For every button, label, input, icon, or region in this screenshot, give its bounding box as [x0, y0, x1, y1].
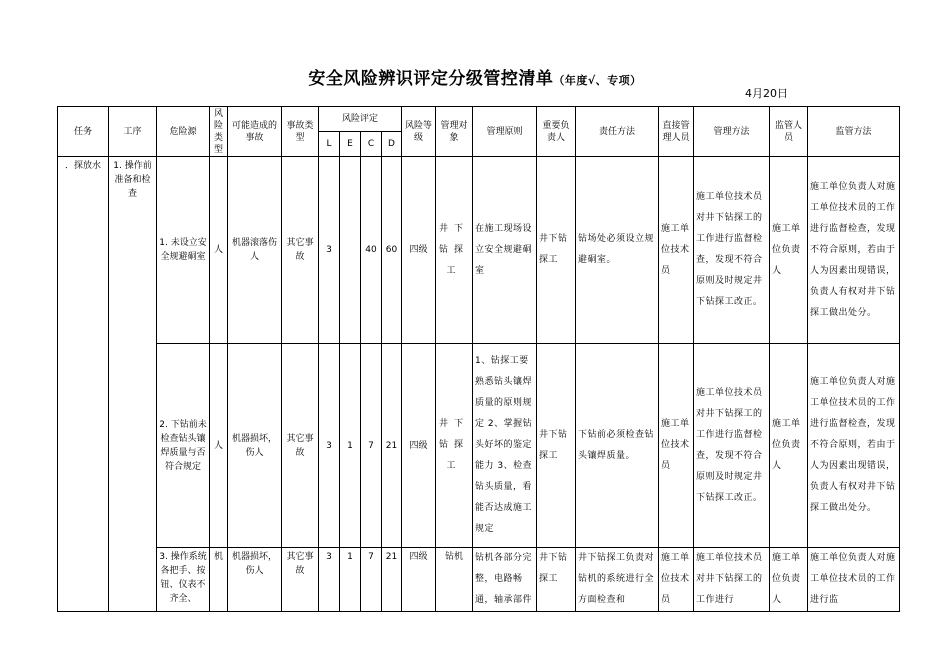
resp-cell: 下钻前必须检查钻头镶焊质量。 — [576, 344, 659, 548]
accident-cell: 机器损坏，伤人 — [228, 344, 282, 548]
table-row — [58, 157, 900, 344]
supervisor-cell: 施工单位负责人 — [770, 157, 808, 344]
mgmt-method-cell: 施工单位技术员对井下钻探工的工作进行 — [694, 548, 770, 612]
header-risk-eval: 风险评定 — [319, 107, 402, 132]
process-cell: 1. 操作前准备和检查 — [109, 157, 157, 612]
header-process: 工序 — [109, 107, 157, 157]
table-header-row — [58, 107, 900, 132]
header-hazard: 危险源 — [157, 107, 210, 157]
e-cell: 1 — [340, 344, 361, 548]
header-resp-method: 责任方法 — [576, 107, 659, 157]
document-title: 安全风险辨识评定分级管控清单（年度√、专项） — [308, 69, 642, 89]
accident-type-cell: 其它事故 — [282, 157, 319, 344]
supervise-method-cell: 施工单位负责人对施工单位技术员的工作进行监督检查，发现不符合原则，若由于人为因素出现错误，负责人有权对井下钻探工做出处分。 — [808, 157, 900, 344]
document-title-suffix: （年度√、专项） — [553, 74, 642, 87]
header-task: 任务 — [58, 107, 109, 157]
l-cell: 3 — [319, 548, 340, 612]
risk-type-cell: 人 — [210, 157, 228, 344]
object-cell: 钻机 — [436, 548, 473, 612]
header-mgmt-principle: 管理原则 — [473, 107, 537, 157]
header-c: C — [361, 132, 382, 157]
principle-cell: 在施工现场设立安全规避硐室 — [473, 157, 537, 344]
mgmt-method-cell: 施工单位技术员对井下钻探工的工作进行监督检查，发现不符合原则及时规定井下钻探工改正。 — [694, 157, 770, 344]
header-risk-level: 风险等级 — [402, 107, 436, 157]
header-supervise-method: 监管方法 — [808, 107, 900, 157]
header-mgmt-object: 管理对象 — [436, 107, 473, 157]
header-d: D — [382, 132, 402, 157]
supervisor-cell: 施工单位负责人 — [770, 548, 808, 612]
e-cell: 1 — [340, 548, 361, 612]
chief-cell: 井下钻探工 — [537, 548, 576, 612]
header-supervisor: 监管人员 — [770, 107, 808, 157]
level-cell: 四级 — [402, 548, 436, 612]
l-cell: 3 — [319, 344, 340, 548]
principle-cell: 1、钻探工要熟悉钻头镶焊质量的原则规定 2、掌握钻头好坏的鉴定能力 3、检查钻头质量，看能否达成施工规定 — [473, 344, 537, 548]
level-cell: 四级 — [402, 157, 436, 344]
header-chief: 重要负责人 — [537, 107, 576, 157]
accident-type-cell: 其它事故 — [282, 344, 319, 548]
supervise-method-cell: 施工单位负责人对施工单位技术员的工作进行监督检查，发现不符合原则，若由于人为因素出现错误，负责人有权对井下钻探工做出处分。 — [808, 344, 900, 548]
supervisor-cell: 施工单位负责人 — [770, 344, 808, 548]
table-row — [58, 344, 900, 548]
hazard-cell: 2. 下钻前未检查钻头镶焊质量与否符合规定 — [157, 344, 210, 548]
principle-cell: 钻机各部分完整，电路畅通，轴承部件 — [473, 548, 537, 612]
header-e: E — [340, 132, 361, 157]
direct-mgr-cell: 施工单位技术员 — [659, 548, 694, 612]
chief-cell: 井下钻探工 — [537, 344, 576, 548]
object-cell: 井下钻探工 — [436, 157, 473, 344]
table-row — [58, 548, 900, 612]
hazard-cell: 3. 操作系统各把手、按钮、仪表不齐全、 — [157, 548, 210, 612]
supervise-method-cell: 施工单位负责人对施工单位技术员的工作进行监 — [808, 548, 900, 612]
direct-mgr-cell: 施工单位技术员 — [659, 157, 694, 344]
document-date: 4月20日 — [745, 87, 788, 100]
accident-cell: 机器滚落伤人 — [228, 157, 282, 344]
header-accident-type: 事故类型 — [282, 107, 319, 157]
header-l: L — [319, 132, 340, 157]
hazard-cell: 1. 未设立安全规避硐室 — [157, 157, 210, 344]
risk-type-cell: 机 — [210, 548, 228, 612]
header-direct-mgr: 直接管理人员 — [659, 107, 694, 157]
accident-type-cell: 其它事故 — [282, 548, 319, 612]
level-cell: 四级 — [402, 344, 436, 548]
resp-cell: 钻场处必须设立规避硐室。 — [576, 157, 659, 344]
risk-control-table — [57, 106, 900, 612]
object-cell: 井下钻探工 — [436, 344, 473, 548]
c-cell: 7 — [361, 344, 382, 548]
c-cell: 40 — [361, 157, 382, 344]
chief-cell: 井下钻探工 — [537, 157, 576, 344]
c-cell: 7 — [361, 548, 382, 612]
direct-mgr-cell: 施工单位技术员 — [659, 344, 694, 548]
d-cell: 60 — [382, 157, 402, 344]
resp-cell: 井下钻探工负责对钻机的系统进行全方面检查和 — [576, 548, 659, 612]
header-risk-type: 风险类型 — [210, 107, 228, 157]
l-cell: 3 — [319, 157, 340, 344]
d-cell: 21 — [382, 344, 402, 548]
accident-cell: 机器损坏，伤人 — [228, 548, 282, 612]
header-mgmt-method: 管理方法 — [694, 107, 770, 157]
header-accident: 可能造成的事故 — [228, 107, 282, 157]
e-cell — [340, 157, 361, 344]
task-cell: ．探放水 — [58, 157, 109, 612]
mgmt-method-cell: 施工单位技术员对井下钻探工的工作进行监督检查，发现不符合原则及时规定井下钻探工改正。 — [694, 344, 770, 548]
risk-type-cell: 人 — [210, 344, 228, 548]
d-cell: 21 — [382, 548, 402, 612]
